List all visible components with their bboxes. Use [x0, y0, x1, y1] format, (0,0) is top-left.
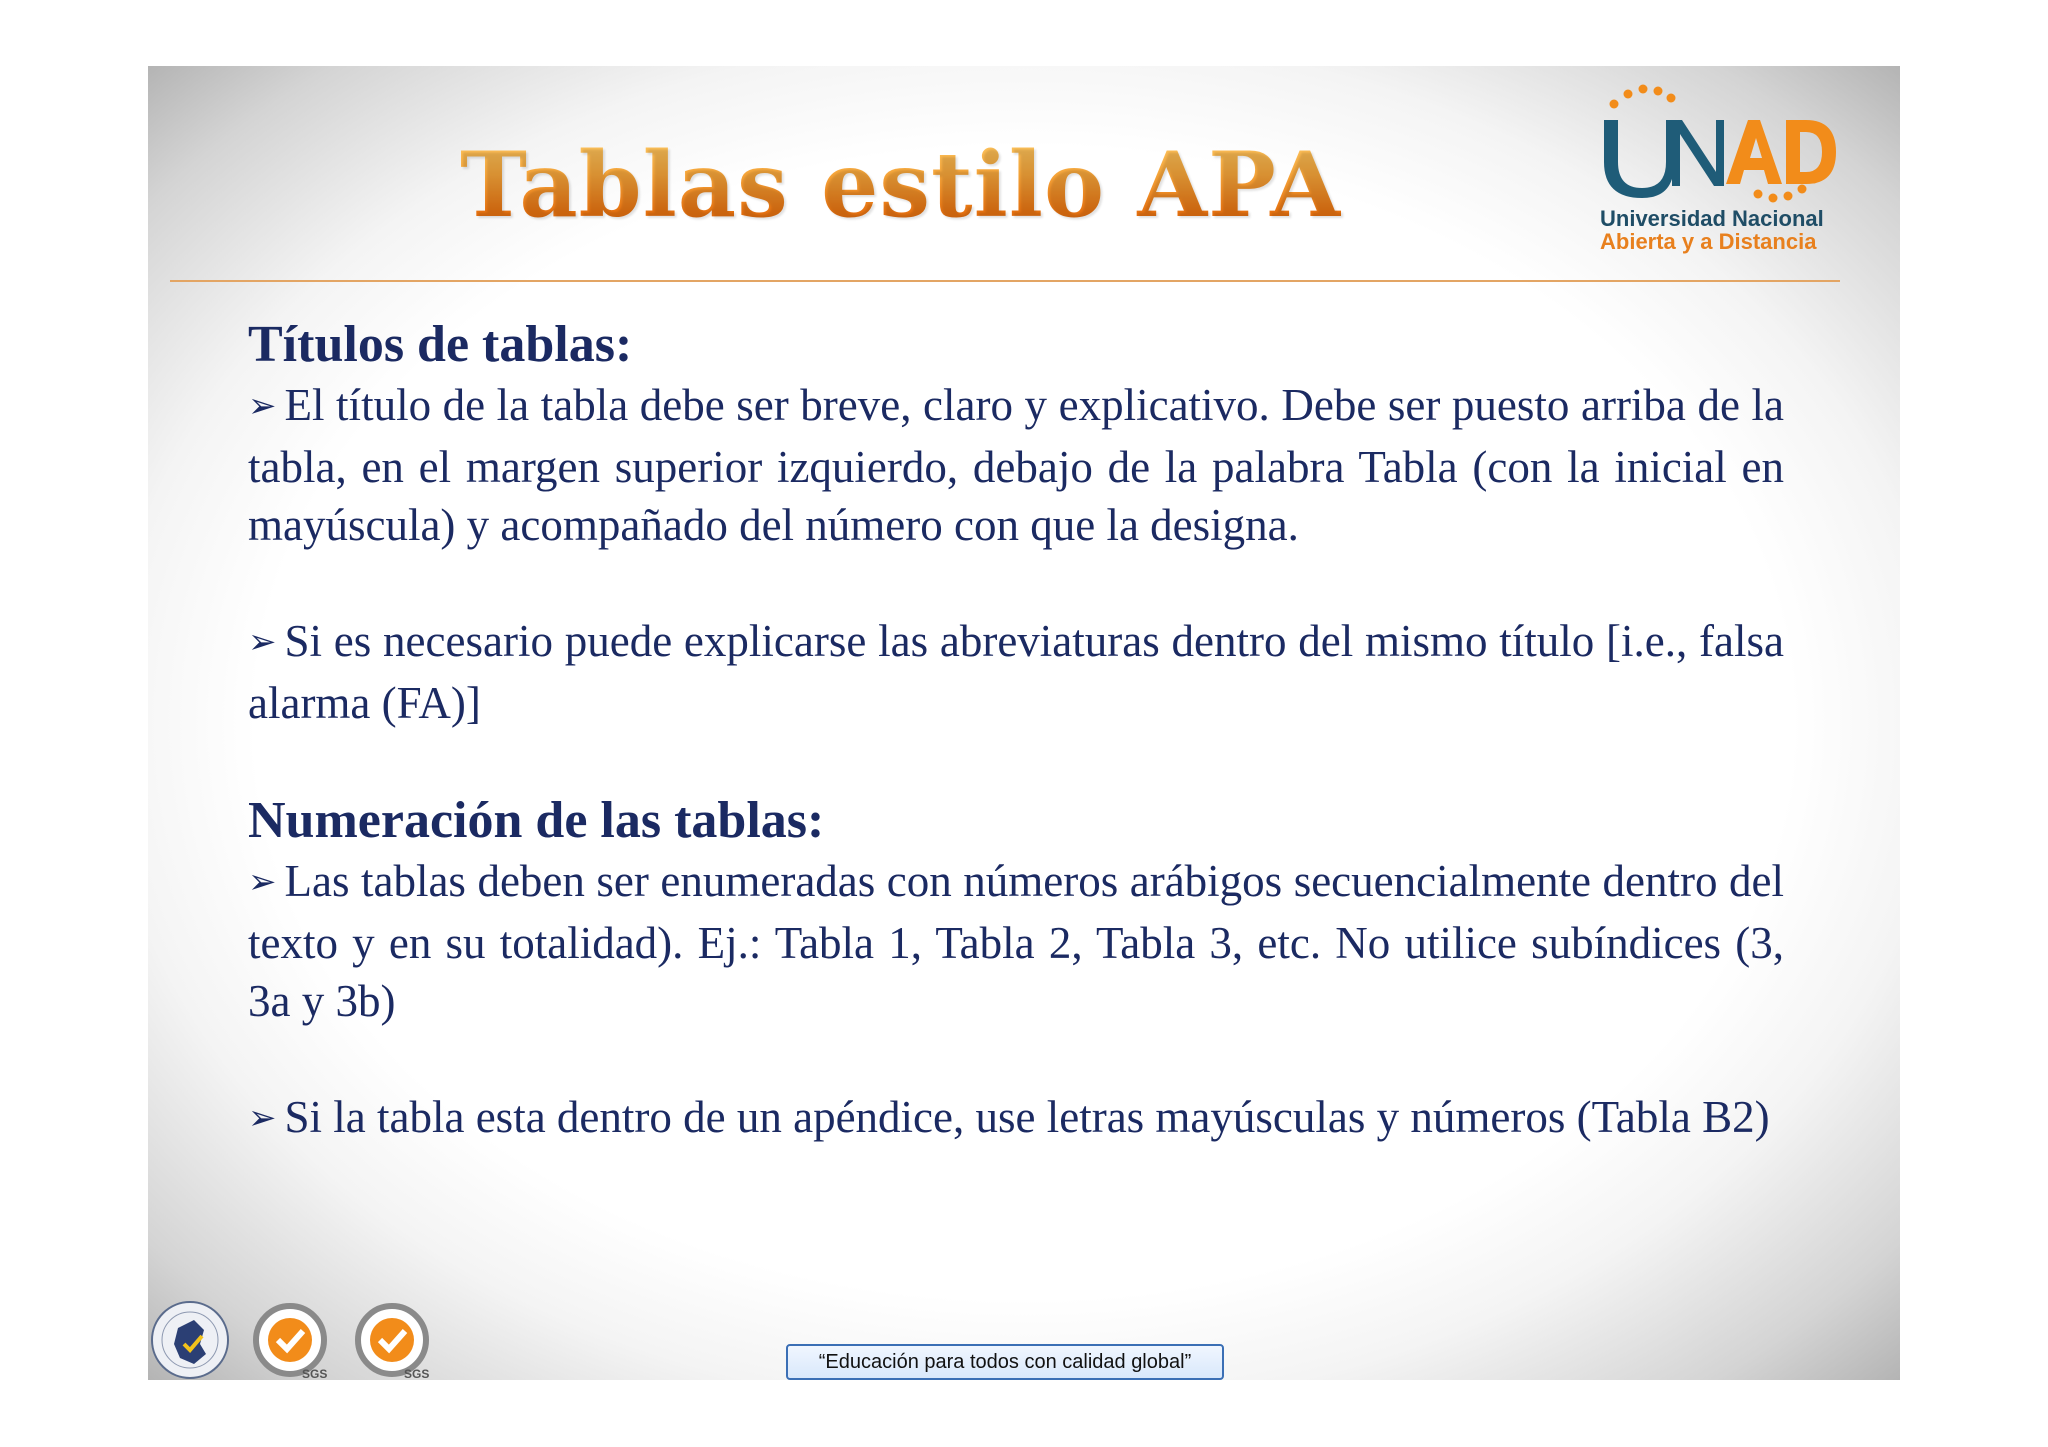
arrow-bullet-icon: ➢ [248, 622, 277, 662]
logo-line-2: Abierta y a Distancia [1600, 229, 1817, 254]
bullet-item [248, 376, 1784, 554]
bullet-item [248, 612, 1784, 732]
bullet-text: Si es necesario puede explicarse las abreviaturas dentro del mismo título [i.e., falsa alarma (FA)] [248, 616, 1784, 728]
section-heading-numeracion: Numeración de las tablas: [248, 792, 825, 849]
title-divider [170, 280, 1840, 282]
arrow-bullet-icon: ➢ [248, 386, 277, 426]
logo-line-1: Universidad Nacional [1600, 206, 1824, 231]
bullet-text: Las tablas deben ser enumeradas con números arábigos secuencialmente dentro del texto y en su totalidad). Ej.: Tabla 1, Tabla 2, Tabla 3, etc. No utilice subíndices (3, 3a y 3b) [248, 856, 1784, 1026]
slide-content [248, 314, 1784, 1150]
sgs-label: SGS [302, 1367, 328, 1381]
bullet-text: Si la tabla esta dentro de un apéndice, use letras mayúsculas y números (Tabla B2) [284, 1092, 1770, 1142]
bullet-item [248, 852, 1784, 1030]
slide-title: Tablas estilo APA [460, 132, 1342, 238]
iso-certification-badge-icon [248, 1298, 332, 1380]
slide [148, 66, 1900, 1380]
bullet-text: El título de la tabla debe ser breve, claro y explicativo. Debe ser puesto arriba de la tabla, en el margen superior izquierdo, debajo de la palabra Tabla (con la inicial en mayúscula) y acompañado del número con que la designa. [248, 380, 1784, 550]
sgs-label: SGS [404, 1367, 430, 1381]
colombia-seal-icon [148, 1298, 232, 1380]
slogan-footer: “Educación para todos con calidad global” [786, 1344, 1224, 1380]
arrow-bullet-icon: ➢ [248, 1098, 277, 1138]
bullet-item [248, 1088, 1784, 1150]
section-heading-titulos: Títulos de tablas: [248, 316, 633, 373]
ntc-certification-badge-icon [350, 1298, 434, 1380]
arrow-bullet-icon: ➢ [248, 862, 277, 902]
